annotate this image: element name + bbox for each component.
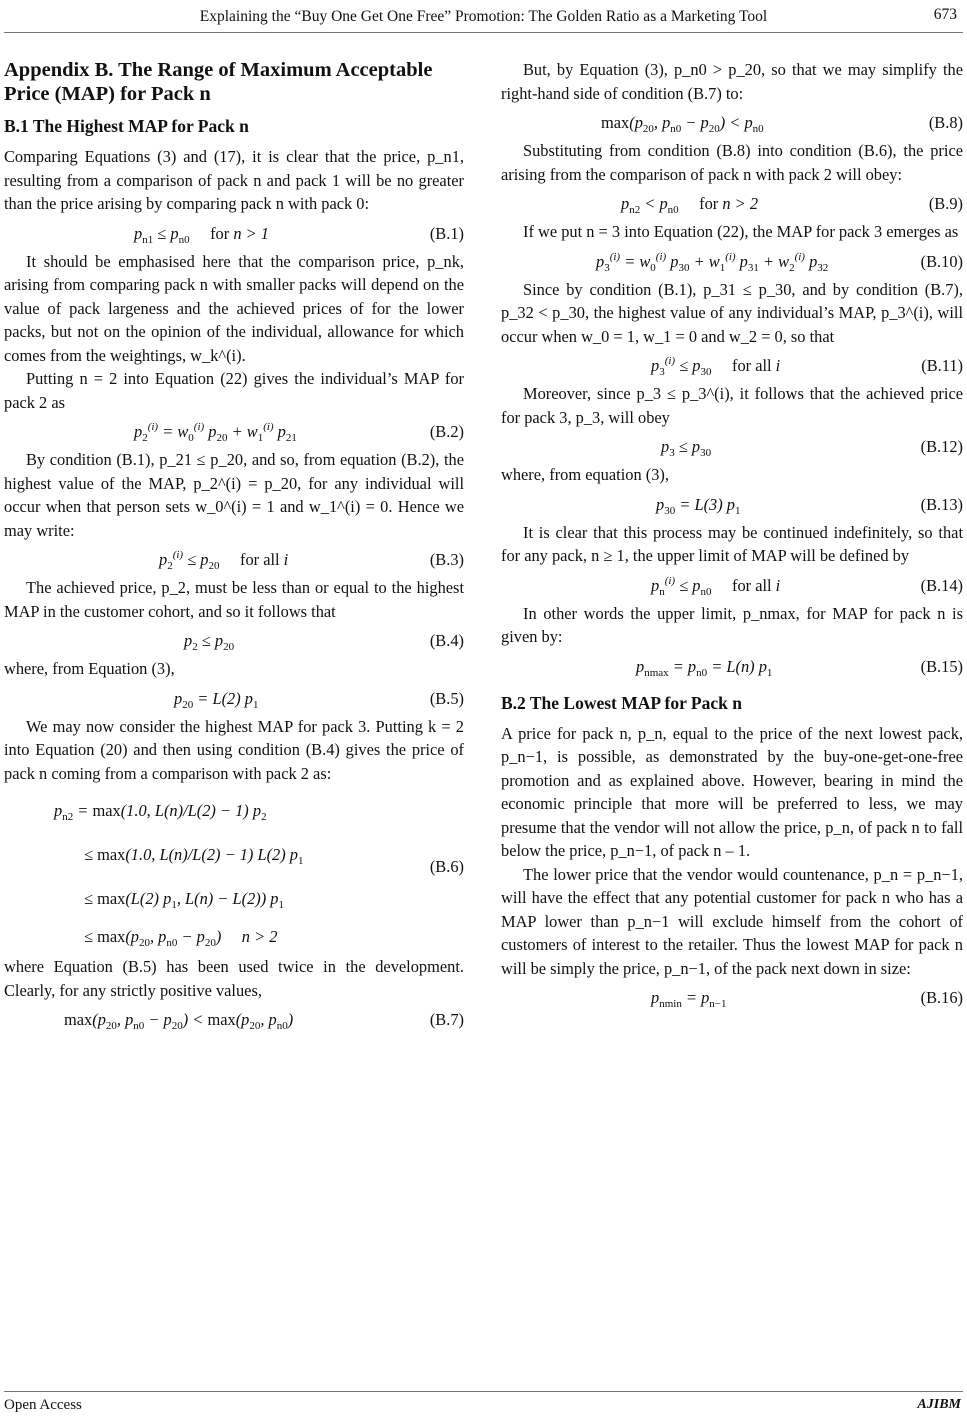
paragraph-p10: Substituting from condition (B.8) into condition (B.6), the price arising from the comparison of pack n with pack 2 will obey:	[501, 141, 963, 184]
equation-b2: $p_2^{(i)} = w_0^{(i)}$ $p_{20} + w_1^{(i)}$ $p_{21}$ (B.2)	[134, 421, 464, 444]
equation-label: (B.13)	[920, 494, 963, 514]
equation-b4: $p_2 \le p_{20}$ (B.4)	[184, 631, 464, 653]
equation-b12: $p_3 \le p_{30}$ (B.12)	[661, 437, 963, 459]
paragraph-p2: It should be emphasised here that the comparison price, p_nk, arising from comparing pack n with smaller packs will depend on the value of pack largeness and the achieved prices of for the lower packs, but not on the opinion of the individual, allowance for which comes from the weightings, w_k^(i).	[4, 251, 464, 365]
paragraph-p11: If we put n = 3 into Equation (22), the MAP for pack 3 emerges as	[523, 222, 959, 241]
equation-b8: $\max(p_{20}$, $p_{n0} - p_{20}) < p_{n0}$ (B.8)	[601, 113, 963, 135]
equation-label: (B.6)	[429, 857, 464, 876]
equation-label: (B.11)	[921, 356, 963, 375]
footer-open-access: Open Access	[4, 1397, 82, 1413]
section-heading-b1: B.1 The Highest MAP for Pack n	[4, 116, 249, 136]
equation-label: (B.2)	[429, 422, 464, 441]
running-header	[0, 0, 967, 36]
page-number: 673	[933, 6, 957, 23]
paragraph-p4: By condition (B.1), p_21 ≤ p_20, and so, from equation (B.2), the highest value of the MAP, p_2^(i) = p_20, for any individual will occur when that person sets w_0^(i) = 1 and w_1^(i) = 0. Hence we may write:	[4, 450, 464, 540]
equation-b15: $p_{nmax} = p_{n0} = L(n)$ $p_1$ (B.15)	[636, 656, 963, 679]
equation-b11: $p_3^{(i)} \le p_{30}$ for all i (B.11)	[651, 355, 963, 378]
paragraph-p14: where, from equation (3),	[501, 465, 669, 484]
paragraph-p17: A price for pack n, p_n, equal to the price of the next lowest pack, p_n−1, is possible, as demonstrated by the buy-one-get-one-free promotion and as explained above. However, bearing in mind the economic principle that more will be preferred to less, we may presume that the vendor will not allow the price, p_n, of pack n to fall below the price, p_n−1, of pack n – 1.	[501, 723, 963, 860]
equation-label: (B.15)	[920, 656, 963, 676]
paragraph-p8: where Equation (B.5) has been used twice in the development. Clearly, for any strictly positive values,	[4, 957, 464, 1000]
right-column	[501, 44, 963, 1014]
appendix-title: Appendix B. The Range of Maximum Acceptable Price (MAP) for Pack n	[4, 59, 433, 105]
paragraph-p1: Comparing Equations (3) and (17), it is clear that the price, p_n1, resulting from a comparison of pack n and pack 1 will be no greater than the price arising by comparing pack n with pack 0:	[4, 147, 464, 213]
section-heading-b2: B.2 The Lowest MAP for Pack n	[501, 692, 742, 713]
equation-label: (B.4)	[429, 631, 464, 650]
paragraph-p9: But, by Equation (3), p_n0 > p_20, so that we may simplify the right-hand side of condition (B.7) to:	[501, 60, 963, 103]
paragraph-p12: Since by condition (B.1), p_31 ≤ p_30, and by condition (B.7), p_32 < p_30, the highest value of any individual’s MAP, p_3^(i), will occur when w_0 = 1, w_1 = 0 and w_2 = 0, so that	[501, 279, 963, 346]
left-column	[4, 44, 464, 1036]
paragraph-p3: Putting n = 2 into Equation (22) gives the individual’s MAP for pack 2 as	[4, 369, 464, 412]
paragraph-p5: The achieved price, p_2, must be less than or equal to the highest MAP in the customer cohort, and so it follows that	[4, 578, 464, 621]
equation-b1: $p_{n1} \le p_{n0}$ for n > 1 (B.1)	[134, 223, 464, 246]
equation-b3: $p_2^{(i)} \le p_{20}$ for all i (B.3)	[159, 549, 464, 572]
equation-label: (B.9)	[928, 194, 963, 213]
paragraph-p13: Moreover, since p_3 ≤ p_3^(i), it follows that the achieved price for pack 3, p_3, will obey	[501, 384, 963, 427]
equation-label: (B.1)	[429, 223, 464, 243]
footer-journal: AJIBM	[917, 1397, 961, 1412]
paragraph-p15: It is clear that this process may be continued indefinitely, so that for any pack, n ≥ 1, the upper limit of MAP will be defined by	[501, 522, 963, 565]
equation-label: (B.7)	[429, 1010, 464, 1029]
equation-b10: $p_3^{(i)} = w_0^{(i)}$ $p_{30} + w_1^{(i)}$ $p_{31} + w_2^{(i)}$ $p_{32}$ (B.10)	[596, 250, 963, 274]
equation-b16: $p_{nmin} = p_{n-1}$ (B.16)	[651, 988, 963, 1010]
paragraph-p7: We may now consider the highest MAP for pack 3. Putting k = 2 into Equation (20) and then using condition (B.4) gives the price of pack n coming from a comparison with pack 2 as:	[4, 716, 464, 783]
equation-b14: $p_n^{(i)} \le p_{n0}$ for all i (B.14)	[651, 574, 963, 598]
footer-rule	[4, 1391, 963, 1392]
equation-b7: $\max(p_{20}$, $p_{n0} - p_{20}) < \max(p_{20}$, $p_{n0}$) (B.7)	[64, 1010, 464, 1032]
equation-label: (B.16)	[920, 988, 963, 1007]
equation-label: (B.14)	[920, 575, 963, 595]
equation-label: (B.10)	[920, 251, 963, 271]
equation-label: (B.3)	[429, 550, 464, 569]
equation-label: (B.5)	[429, 688, 464, 708]
header-rule	[4, 32, 963, 33]
paragraph-p6: where, from Equation (3),	[4, 659, 175, 678]
equation-label: (B.12)	[920, 437, 963, 456]
equation-label: (B.8)	[928, 113, 963, 132]
equation-b5: $p_{20} = L(2)$ $p_1$ (B.5)	[174, 688, 464, 711]
running-title: Explaining the “Buy One Get One Free” Promotion: The Golden Ratio as a Marketing Tool	[199, 8, 768, 25]
paragraph-p16: In other words the upper limit, p_nmax, for MAP for pack n is given by:	[501, 603, 963, 646]
paragraph-p18: The lower price that the vendor would countenance, p_n = p_n−1, will have the effect that any potential customer for pack n who has a MAP lower than p_n−1 will exclude himself from the cohort of customers of interest to the retailer. Thus the lowest MAP for pack n will be simply the price, p_n−1, of the pack next down in size:	[501, 864, 963, 978]
equation-b13: $p_{30} = L(3)$ $p_1$ (B.13)	[656, 494, 963, 517]
equation-b9: $p_{n2} < p_{n0}$ for n > 2 (B.9)	[621, 194, 963, 216]
equation-b6: $p_{n2} = \max(1.0$, L(n)/L(2) − 1) $p_2$ ≤ max(1.0, L(n)/L(2) − 1) L(2) $p_1$ ≤ max(L(2) $p_1$, L(n) − L(2)) $p_1$ ≤ $\max(p_{20}$, $p_{n0} - p_{20}$) n > 2 (B.6)	[54, 801, 464, 949]
